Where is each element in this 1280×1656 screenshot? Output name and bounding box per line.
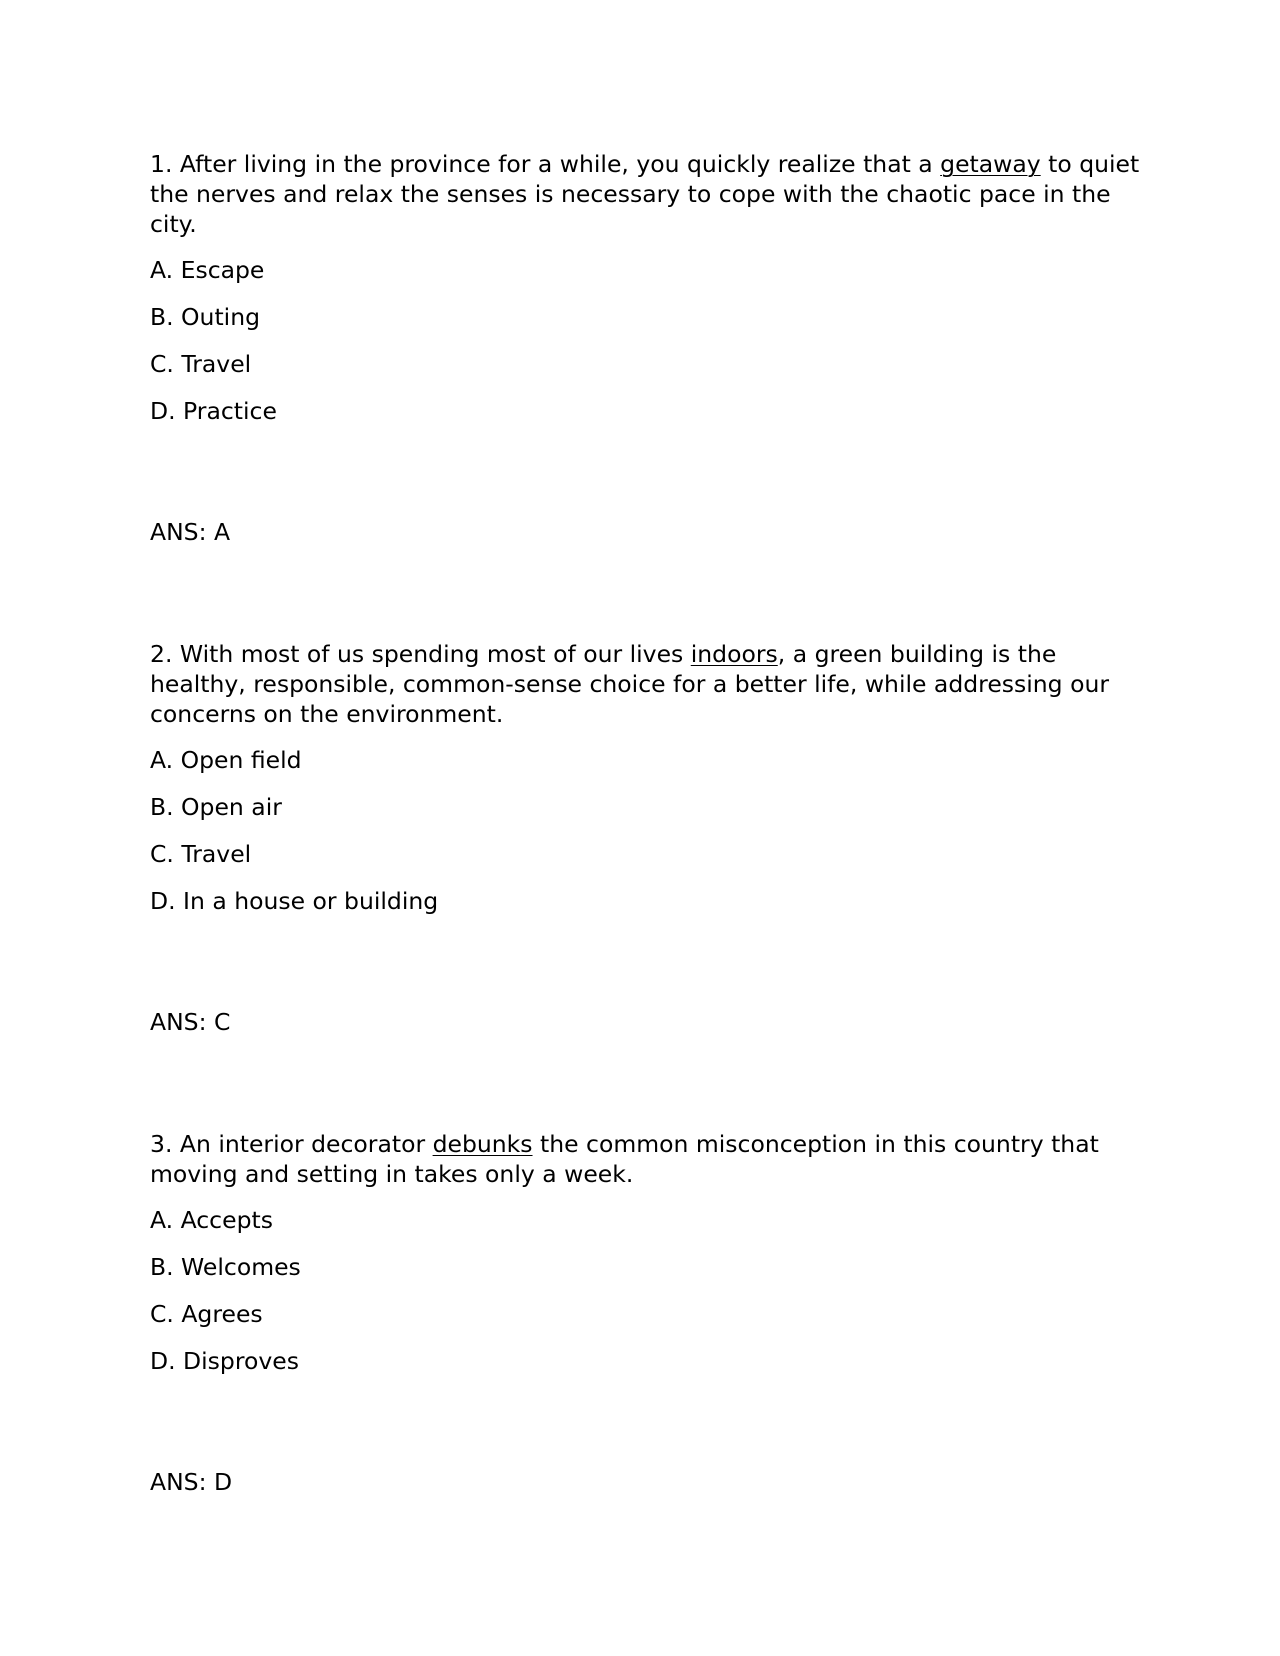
stem-text: 2. With most of us spending most of our lives	[150, 640, 691, 668]
underlined-word: getaway	[940, 150, 1041, 178]
answer-key-1: ANS: A	[150, 518, 231, 546]
option-c: C. Travel	[150, 840, 252, 868]
option-b: B. Open air	[150, 793, 282, 821]
option-d: D. Practice	[150, 397, 277, 425]
option-d: D. In a house or building	[150, 887, 439, 915]
answer-options	[150, 1205, 1150, 1376]
question-3	[150, 1129, 1150, 1376]
question-stem	[150, 1129, 1150, 1189]
option-b: B. Outing	[150, 303, 261, 331]
option-a: A. Escape	[150, 256, 265, 284]
stem-text: 1. After living in the province for a while, you quickly realize that a	[150, 150, 941, 178]
option-b: B. Welcomes	[150, 1253, 301, 1281]
option-a: A. Open field	[150, 746, 302, 774]
answer-key-3: ANS: D	[150, 1468, 233, 1496]
stem-text: to quiet the nerves and relax the senses is necessary to cope with the chaotic pace in the city.	[150, 150, 1140, 238]
question-2	[150, 639, 1150, 916]
answer-options	[150, 745, 1150, 916]
option-d: D. Disproves	[150, 1347, 299, 1375]
underlined-word: debunks	[432, 1130, 533, 1158]
answer-options	[150, 255, 1150, 426]
question-stem	[150, 149, 1150, 239]
question-1	[150, 149, 1150, 426]
option-a: A. Accepts	[150, 1206, 273, 1234]
stem-text: 3. An interior decorator	[150, 1130, 433, 1158]
stem-text: the common misconception in this country that moving and setting in takes only a week.	[150, 1130, 1099, 1188]
option-c: C. Travel	[150, 350, 252, 378]
option-c: C. Agrees	[150, 1300, 263, 1328]
underlined-word: indoors	[690, 640, 778, 668]
stem-text: , a green building is the healthy, responsible, common-sense choice for a better life, while addressing our concerns on the environment.	[150, 640, 1110, 728]
question-stem	[150, 639, 1150, 729]
answer-key-2: ANS: C	[150, 1008, 231, 1036]
